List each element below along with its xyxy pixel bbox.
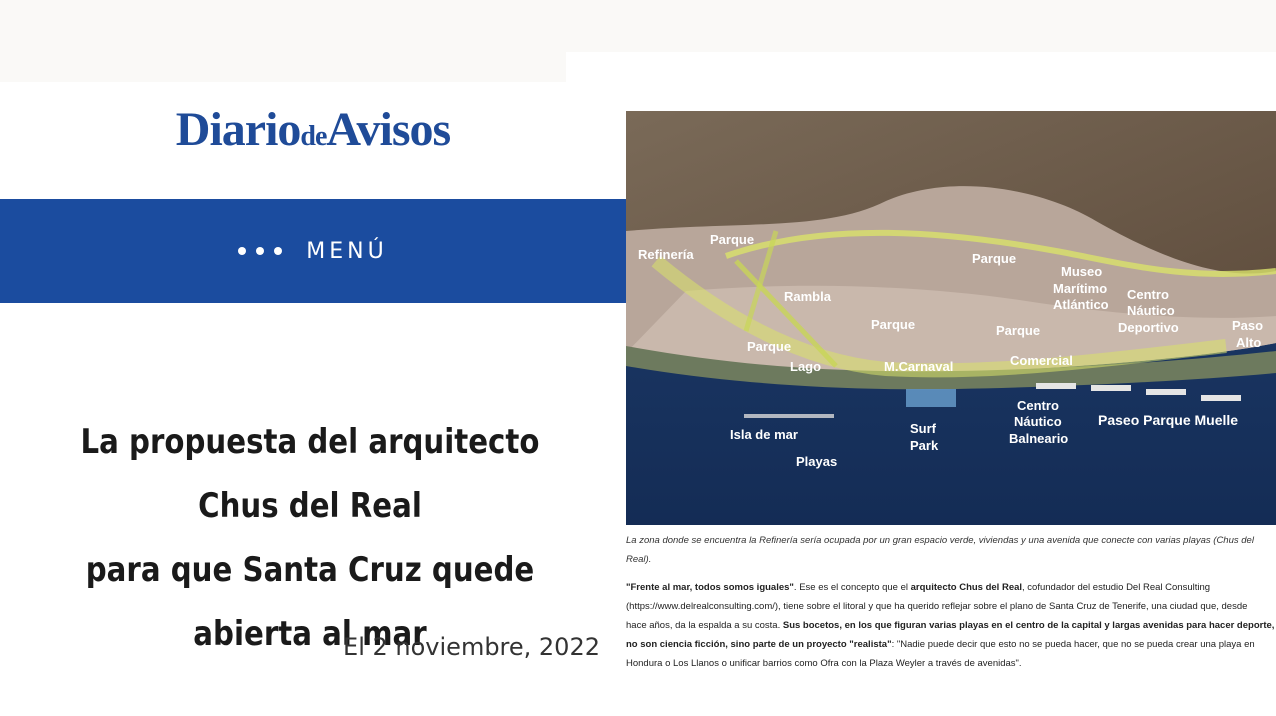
map-label-parque: Parque (871, 317, 916, 332)
caption-line-2: Real). (626, 554, 652, 565)
article-line-3: hace años, da la espalda a su costa. Sus bocetos, en los que figuran varias playas en el centro de la capital y largas avenidas para hacer deporte, (626, 620, 1275, 631)
menu-label: MENÚ (306, 238, 388, 264)
map-label-museo: Museo (1061, 264, 1103, 279)
three-dots-icon (238, 247, 282, 255)
caption-line-1: La zona donde se encuentra la Refinería sería ocupada por un gran espacio verde, viviendas y una avenida que conecte con varias playas (Chus del (626, 535, 1254, 546)
map-label-paso-alto: Paso (1232, 318, 1264, 333)
map-label-paseo-parque-muelle: Paseo Parque Muelle (1098, 412, 1239, 428)
map-label-surf-park: Park (910, 438, 939, 453)
article-body (626, 578, 1276, 673)
top-background-band (0, 0, 566, 82)
map-label-playas: Playas (796, 454, 838, 469)
map-label-parque: Parque (996, 323, 1041, 338)
article-line-1: "Frente al mar, todos somos iguales". Ese es el concepto que el arquitecto Chus del Real, cofundador del estudio Del Real Consulting (626, 582, 1211, 593)
map-label-surf-park: Surf (910, 421, 936, 436)
map-label-comercial: Comercial (1010, 353, 1073, 368)
map-label-centro-nautico-balneario: Balneario (1009, 431, 1069, 446)
article-headline (50, 410, 569, 666)
map-label-centro-nautico-deportivo: Deportivo (1118, 320, 1179, 335)
map-label-refineria: Refinería (638, 247, 694, 262)
map-label-centro-nautico-balneario: Náutico (1014, 414, 1062, 429)
map-label-centro-nautico-balneario: Centro (1017, 398, 1059, 413)
menu-button[interactable] (0, 199, 626, 303)
top-background-band-right (566, 0, 1276, 52)
map-label-isla-de-mar: Isla de mar (730, 427, 798, 442)
site-logo[interactable]: DiariodeAvisos (175, 103, 451, 156)
map-label-centro-nautico-deportivo: Centro (1127, 287, 1169, 302)
article-line-5: Hondura o Los Llanos o unificar barrios como Ofra con la Plaza Weyler a través de avenidas". (626, 658, 1022, 669)
map-label-paso-alto: Alto (1236, 335, 1262, 350)
map-label-rambla: Rambla (784, 289, 831, 304)
publish-date: El 2 noviembre, 2022 (343, 633, 600, 661)
map-image (626, 111, 1276, 525)
map-label-parque: Parque (710, 232, 755, 247)
map-label-centro-nautico-deportivo: Náutico (1127, 303, 1175, 318)
headline-line-1: La propuesta del arquitecto Chus del Real (80, 422, 540, 526)
headline-line-2: para que Santa Cruz quede abierta al mar (85, 550, 535, 654)
map-label-carnaval: M.Carnaval (884, 359, 954, 374)
article-line-4: no son ciencia ficción, sino parte de un proyecto "realista": "Nadie puede decir que esto no se pueda hacer, que no se pueda crear una playa en (626, 639, 1255, 650)
map-label-museo: Atlántico (1053, 297, 1109, 312)
map-label-parque: Parque (972, 251, 1017, 266)
map-label-parque: Parque (747, 339, 792, 354)
article-line-2: (https://www.delrealconsulting.com/), tiene sobre el litoral y que ha querido reflejar sobre el plano de Santa Cruz de Tenerife, una ciudad que, desde (626, 601, 1248, 612)
map-label-lago: Lago (790, 359, 822, 374)
image-caption (626, 531, 1276, 569)
map-label-museo: Marítimo (1053, 281, 1108, 296)
